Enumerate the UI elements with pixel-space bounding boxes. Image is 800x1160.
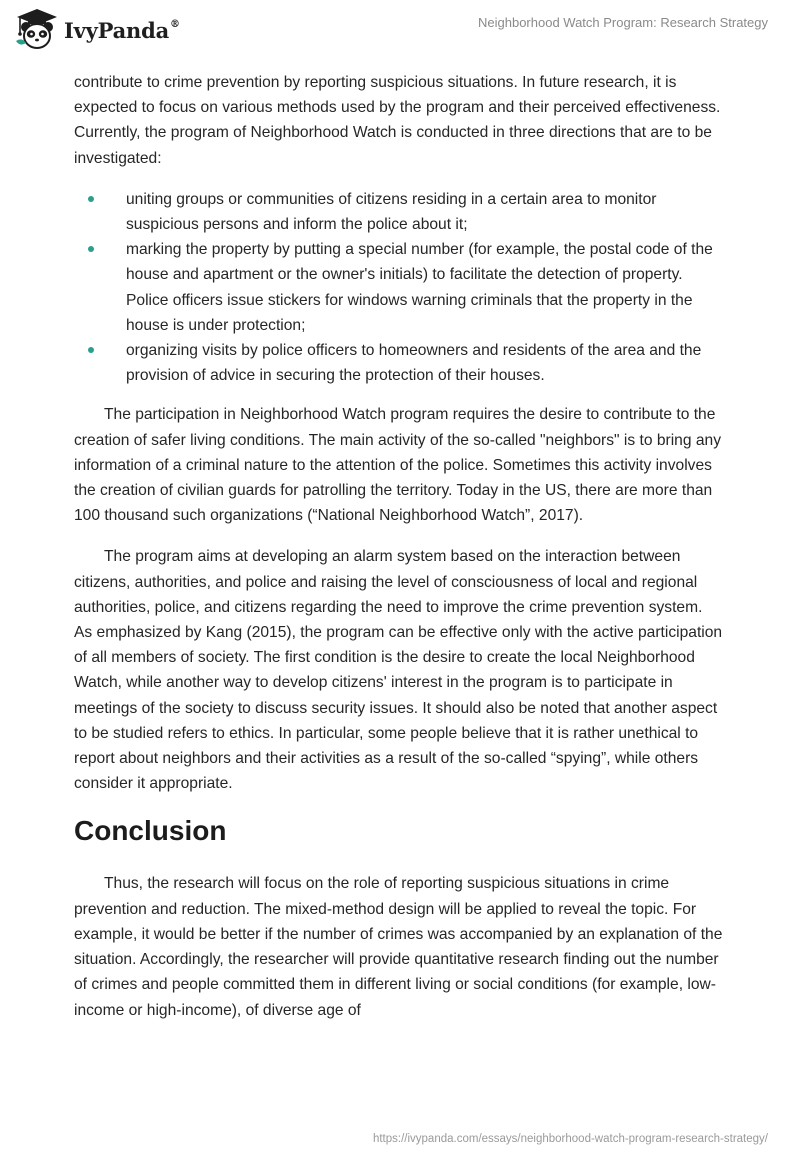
running-title: Neighborhood Watch Program: Research Strategy — [478, 15, 768, 30]
article-body — [74, 70, 724, 1039]
bullet-list — [74, 187, 724, 389]
conclusion-heading: Conclusion — [74, 815, 227, 847]
list-item-text: uniting groups or communities of citizens residing in a certain area to monitor suspicious persons and inform the police about it; — [126, 190, 657, 234]
bullet-icon — [88, 347, 94, 353]
page-header — [0, 0, 800, 70]
bullet-icon — [88, 246, 94, 252]
list-item-text: organizing visits by police officers to homeowners and residents of the area and the provision of advice in securing the protection of their houses. — [126, 342, 702, 385]
list-item-text: marking the property by putting a special number (for example, the postal code of the house and apartment or the owner's initials) to facilitate the detection of property. Police officers issue stickers for windows warning criminals that the property in the house is under protection; — [126, 241, 713, 334]
paragraph-intro: contribute to crime prevention by reporting suspicious situations. In future research, it is expected to focus on various methods used by the program and their perceived effectiveness. Currently, the program of Neighborhood Watch is conducted in three directions that are to be investigated: — [74, 74, 721, 167]
panda-graduate-icon — [14, 7, 60, 51]
list-item — [74, 237, 724, 338]
bullet-icon — [88, 196, 94, 202]
paragraph-participation: The participation in Neighborhood Watch program requires the desire to contribute to the creation of safer living conditions. The main activity of the so-called "neighbors" is to bring any information of a criminal nature to the attention of the police. Sometimes this activity involves the creation of civilian guards for patrolling the territory. Today in the US, there are more than 100 thousand such organizations (“National Neighborhood Watch”, 2017). — [74, 406, 721, 525]
logo-text: IvyPanda® — [64, 17, 180, 43]
ivypanda-logo[interactable] — [14, 7, 180, 51]
paragraph-program: The program aims at developing an alarm system based on the interaction between citizens, authorities, and police and raising the level of consciousness of local and regional authorities, police, and citizens regarding the need to improve the crime prevention system. As emphasized by Kang (2015), the program can be effective only with the active participation of all members of society. The first condition is the desire to create the local Neighborhood Watch, while another way to develop citizens' interest in the program is to participate in meetings of the society to discuss security issues. It should also be noted that another aspect to be studied refers to ethics. In particular, some people believe that it is rather unethical to report about neighbors and their activities as a result of the so-called “spying”, while others consider it appropriate. — [74, 548, 723, 793]
source-url-link[interactable]: https://ivypanda.com/essays/neighborhood-watch-program-research-strategy/ — [372, 1133, 768, 1145]
paragraph-conclusion: Thus, the research will focus on the role of reporting suspicious situations in crime prevention and reduction. The mixed-method design will be applied to reveal the topic. For example, it would be better if the number of crimes was accompanied by an explanation of the situation. Accordingly, the researcher will provide quantitative research finding out the number of crimes and people committed them in different living or social conditions (for example, low-income or high-income), of diverse age of — [74, 875, 723, 1019]
list-item — [74, 187, 724, 237]
list-item — [74, 338, 724, 388]
